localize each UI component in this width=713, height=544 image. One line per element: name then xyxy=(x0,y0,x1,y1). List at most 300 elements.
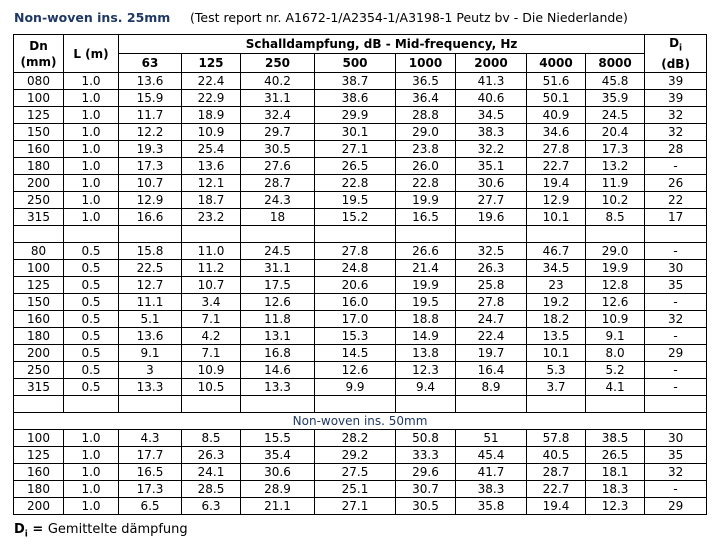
header-freq: 8000 xyxy=(586,54,645,73)
cell-dn: 180 xyxy=(14,328,64,345)
table-row xyxy=(14,430,707,447)
cell-value: 26.3 xyxy=(182,447,241,464)
cell-value: 51 xyxy=(456,430,527,447)
cell-length: 1.0 xyxy=(64,158,119,175)
cell-value: 5.2 xyxy=(586,362,645,379)
cell-dn: 315 xyxy=(14,379,64,396)
empty-cell xyxy=(645,396,707,413)
cell-value: 10.7 xyxy=(119,175,182,192)
cell-length: 1.0 xyxy=(64,498,119,515)
header-di-sub: i xyxy=(679,43,683,54)
cell-value: 45.8 xyxy=(586,73,645,90)
empty-cell xyxy=(645,226,707,243)
header-di xyxy=(645,35,707,73)
empty-cell xyxy=(241,226,315,243)
empty-cell xyxy=(241,396,315,413)
cell-value: 13.6 xyxy=(119,73,182,90)
cell-dn: 125 xyxy=(14,447,64,464)
cell-value: 4.3 xyxy=(119,430,182,447)
cell-value: 19.6 xyxy=(456,209,527,226)
cell-dn: 180 xyxy=(14,158,64,175)
cell-value: 17.3 xyxy=(586,141,645,158)
cell-dn: 160 xyxy=(14,141,64,158)
cell-value: 16.5 xyxy=(119,464,182,481)
cell-value: 6.3 xyxy=(182,498,241,515)
cell-di: 22 xyxy=(645,192,707,209)
header-row-top xyxy=(14,35,707,54)
cell-value: 24.8 xyxy=(315,260,396,277)
cell-value: 51.6 xyxy=(527,73,586,90)
cell-value: 13.8 xyxy=(396,345,456,362)
cell-dn: 100 xyxy=(14,90,64,107)
empty-cell xyxy=(315,226,396,243)
spacer-row xyxy=(14,396,707,413)
cell-di: - xyxy=(645,328,707,345)
cell-di: - xyxy=(645,294,707,311)
cell-value: 41.3 xyxy=(456,73,527,90)
cell-value: 22.8 xyxy=(315,175,396,192)
cell-value: 21.4 xyxy=(396,260,456,277)
empty-cell xyxy=(182,396,241,413)
cell-dn: 180 xyxy=(14,481,64,498)
empty-cell xyxy=(456,396,527,413)
cell-value: 9.9 xyxy=(315,379,396,396)
cell-di: 39 xyxy=(645,73,707,90)
cell-value: 10.5 xyxy=(182,379,241,396)
cell-di: - xyxy=(645,243,707,260)
cell-value: 7.1 xyxy=(182,345,241,362)
header-freq: 125 xyxy=(182,54,241,73)
cell-di: 30 xyxy=(645,430,707,447)
empty-cell xyxy=(182,226,241,243)
cell-dn: 080 xyxy=(14,73,64,90)
cell-di: 26 xyxy=(645,175,707,192)
empty-cell xyxy=(396,226,456,243)
empty-cell xyxy=(64,396,119,413)
table-row xyxy=(14,260,707,277)
empty-cell xyxy=(527,396,586,413)
header-length: L (m) xyxy=(64,35,119,73)
table-row xyxy=(14,141,707,158)
cell-value: 22.5 xyxy=(119,260,182,277)
cell-value: 22.7 xyxy=(527,158,586,175)
cell-value: 11.7 xyxy=(119,107,182,124)
table-row xyxy=(14,277,707,294)
table-row xyxy=(14,345,707,362)
header-dn-line1: Dn xyxy=(29,38,48,53)
cell-dn: 150 xyxy=(14,124,64,141)
cell-value: 26.5 xyxy=(315,158,396,175)
empty-cell xyxy=(14,396,64,413)
cell-dn: 80 xyxy=(14,243,64,260)
cell-value: 19.9 xyxy=(586,260,645,277)
table-row xyxy=(14,90,707,107)
cell-value: 28.8 xyxy=(396,107,456,124)
cell-value: 8.0 xyxy=(586,345,645,362)
cell-value: 12.1 xyxy=(182,175,241,192)
footnote-letter: D xyxy=(14,522,25,537)
cell-value: 12.3 xyxy=(396,362,456,379)
cell-value: 24.5 xyxy=(586,107,645,124)
cell-value: 18.1 xyxy=(586,464,645,481)
cell-value: 40.5 xyxy=(527,447,586,464)
cell-value: 9.1 xyxy=(586,328,645,345)
cell-value: 10.1 xyxy=(527,345,586,362)
cell-value: 29.6 xyxy=(396,464,456,481)
cell-value: 25.4 xyxy=(182,141,241,158)
cell-dn: 200 xyxy=(14,175,64,192)
cell-value: 19.3 xyxy=(119,141,182,158)
cell-value: 23.8 xyxy=(396,141,456,158)
cell-di: - xyxy=(645,379,707,396)
cell-value: 30.6 xyxy=(241,464,315,481)
table-row xyxy=(14,107,707,124)
table-body xyxy=(14,73,707,515)
cell-value: 24.3 xyxy=(241,192,315,209)
spacer-row xyxy=(14,226,707,243)
cell-length: 1.0 xyxy=(64,209,119,226)
cell-value: 27.8 xyxy=(456,294,527,311)
cell-value: 27.1 xyxy=(315,141,396,158)
cell-value: 12.6 xyxy=(241,294,315,311)
cell-value: 32.5 xyxy=(456,243,527,260)
cell-value: 18 xyxy=(241,209,315,226)
cell-value: 17.3 xyxy=(119,158,182,175)
cell-di: 29 xyxy=(645,498,707,515)
cell-value: 20.4 xyxy=(586,124,645,141)
table-title: Non-woven ins. 25mm xyxy=(14,10,171,25)
cell-value: 12.9 xyxy=(527,192,586,209)
header-freq: 4000 xyxy=(527,54,586,73)
cell-value: 41.7 xyxy=(456,464,527,481)
cell-length: 1.0 xyxy=(64,90,119,107)
cell-dn: 160 xyxy=(14,464,64,481)
cell-value: 20.6 xyxy=(315,277,396,294)
section-title-row xyxy=(14,413,707,430)
cell-length: 0.5 xyxy=(64,345,119,362)
table-row xyxy=(14,124,707,141)
cell-value: 14.6 xyxy=(241,362,315,379)
cell-value: 12.3 xyxy=(586,498,645,515)
empty-cell xyxy=(456,226,527,243)
cell-value: 27.7 xyxy=(456,192,527,209)
test-report-subtitle: (Test report nr. A1672-1/A2354-1/A3198-1 Peutz bv - Die Niederlande) xyxy=(190,10,628,25)
cell-value: 9.4 xyxy=(396,379,456,396)
table-row xyxy=(14,158,707,175)
table-row xyxy=(14,209,707,226)
cell-di: 39 xyxy=(645,90,707,107)
cell-value: 28.5 xyxy=(182,481,241,498)
cell-value: 30.5 xyxy=(396,498,456,515)
cell-di: 29 xyxy=(645,345,707,362)
empty-cell xyxy=(119,396,182,413)
cell-value: 16.6 xyxy=(119,209,182,226)
table-row xyxy=(14,73,707,90)
cell-dn: 250 xyxy=(14,362,64,379)
cell-value: 19.7 xyxy=(456,345,527,362)
cell-value: 29.2 xyxy=(315,447,396,464)
cell-value: 17.7 xyxy=(119,447,182,464)
cell-length: 0.5 xyxy=(64,311,119,328)
cell-value: 34.6 xyxy=(527,124,586,141)
cell-value: 38.7 xyxy=(315,73,396,90)
cell-value: 16.4 xyxy=(456,362,527,379)
cell-value: 5.1 xyxy=(119,311,182,328)
cell-value: 29.0 xyxy=(586,243,645,260)
cell-value: 15.3 xyxy=(315,328,396,345)
cell-value: 5.3 xyxy=(527,362,586,379)
empty-cell xyxy=(586,396,645,413)
cell-value: 19.4 xyxy=(527,498,586,515)
cell-length: 0.5 xyxy=(64,379,119,396)
empty-cell xyxy=(527,226,586,243)
table-row xyxy=(14,243,707,260)
cell-value: 12.8 xyxy=(586,277,645,294)
cell-value: 24.7 xyxy=(456,311,527,328)
table-row xyxy=(14,328,707,345)
cell-dn: 200 xyxy=(14,498,64,515)
cell-value: 17.5 xyxy=(241,277,315,294)
cell-value: 19.2 xyxy=(527,294,586,311)
cell-value: 35.1 xyxy=(456,158,527,175)
cell-value: 13.2 xyxy=(586,158,645,175)
cell-value: 35.9 xyxy=(586,90,645,107)
cell-value: 10.9 xyxy=(182,362,241,379)
cell-di: 35 xyxy=(645,277,707,294)
cell-dn: 150 xyxy=(14,294,64,311)
cell-value: 16.0 xyxy=(315,294,396,311)
cell-value: 28.7 xyxy=(527,464,586,481)
cell-value: 17.3 xyxy=(119,481,182,498)
cell-value: 22.4 xyxy=(456,328,527,345)
cell-value: 40.6 xyxy=(456,90,527,107)
cell-value: 10.1 xyxy=(527,209,586,226)
cell-length: 1.0 xyxy=(64,430,119,447)
cell-value: 14.5 xyxy=(315,345,396,362)
cell-value: 19.9 xyxy=(396,277,456,294)
cell-value: 19.5 xyxy=(396,294,456,311)
cell-value: 21.1 xyxy=(241,498,315,515)
cell-value: 11.2 xyxy=(182,260,241,277)
cell-value: 50.1 xyxy=(527,90,586,107)
cell-value: 24.5 xyxy=(241,243,315,260)
cell-value: 6.5 xyxy=(119,498,182,515)
cell-di: 32 xyxy=(645,124,707,141)
cell-value: 4.2 xyxy=(182,328,241,345)
table-title-row xyxy=(0,0,713,30)
header-freq: 2000 xyxy=(456,54,527,73)
empty-cell xyxy=(64,226,119,243)
cell-value: 18.8 xyxy=(396,311,456,328)
cell-value: 27.6 xyxy=(241,158,315,175)
header-dn xyxy=(14,35,64,73)
cell-dn: 100 xyxy=(14,430,64,447)
cell-value: 38.6 xyxy=(315,90,396,107)
cell-value: 11.8 xyxy=(241,311,315,328)
cell-di: - xyxy=(645,481,707,498)
cell-dn: 100 xyxy=(14,260,64,277)
cell-value: 10.2 xyxy=(586,192,645,209)
table-row xyxy=(14,464,707,481)
cell-value: 36.5 xyxy=(396,73,456,90)
cell-value: 12.6 xyxy=(586,294,645,311)
cell-dn: 315 xyxy=(14,209,64,226)
cell-value: 30.7 xyxy=(396,481,456,498)
cell-di: 30 xyxy=(645,260,707,277)
cell-value: 15.8 xyxy=(119,243,182,260)
cell-value: 33.3 xyxy=(396,447,456,464)
cell-value: 28.7 xyxy=(241,175,315,192)
header-di-line1 xyxy=(645,35,706,56)
table-row xyxy=(14,498,707,515)
cell-value: 31.1 xyxy=(241,260,315,277)
cell-value: 50.8 xyxy=(396,430,456,447)
cell-value: 27.8 xyxy=(527,141,586,158)
cell-value: 24.1 xyxy=(182,464,241,481)
cell-value: 28.2 xyxy=(315,430,396,447)
cell-value: 13.6 xyxy=(182,158,241,175)
cell-value: 30.1 xyxy=(315,124,396,141)
cell-length: 1.0 xyxy=(64,141,119,158)
cell-length: 1.0 xyxy=(64,124,119,141)
cell-value: 11.0 xyxy=(182,243,241,260)
header-frequency-group: Schalldampfung, dB - Mid-frequency, Hz xyxy=(119,35,645,54)
cell-length: 0.5 xyxy=(64,277,119,294)
cell-value: 35.8 xyxy=(456,498,527,515)
cell-value: 8.5 xyxy=(182,430,241,447)
footnote xyxy=(14,522,188,540)
cell-value: 15.5 xyxy=(241,430,315,447)
cell-value: 45.4 xyxy=(456,447,527,464)
cell-di: 17 xyxy=(645,209,707,226)
footnote-text: Gemittelte dämpfung xyxy=(47,522,188,537)
cell-value: 30.6 xyxy=(456,175,527,192)
cell-value: 23.2 xyxy=(182,209,241,226)
cell-value: 26.0 xyxy=(396,158,456,175)
cell-value: 36.4 xyxy=(396,90,456,107)
cell-value: 25.8 xyxy=(456,277,527,294)
empty-cell xyxy=(315,396,396,413)
cell-dn: 125 xyxy=(14,277,64,294)
cell-value: 26.3 xyxy=(456,260,527,277)
cell-value: 29.7 xyxy=(241,124,315,141)
cell-value: 16.5 xyxy=(396,209,456,226)
empty-cell xyxy=(14,226,64,243)
cell-value: 31.1 xyxy=(241,90,315,107)
cell-di: - xyxy=(645,362,707,379)
cell-value: 12.2 xyxy=(119,124,182,141)
cell-value: 38.3 xyxy=(456,124,527,141)
cell-length: 1.0 xyxy=(64,447,119,464)
cell-value: 22.4 xyxy=(182,73,241,90)
table-row xyxy=(14,362,707,379)
cell-di: 32 xyxy=(645,464,707,481)
header-freq: 1000 xyxy=(396,54,456,73)
cell-value: 57.8 xyxy=(527,430,586,447)
cell-value: 25.1 xyxy=(315,481,396,498)
cell-value: 17.0 xyxy=(315,311,396,328)
cell-value: 22.9 xyxy=(182,90,241,107)
cell-value: 18.3 xyxy=(586,481,645,498)
cell-value: 16.8 xyxy=(241,345,315,362)
cell-value: 40.2 xyxy=(241,73,315,90)
cell-value: 19.9 xyxy=(396,192,456,209)
cell-value: 26.6 xyxy=(396,243,456,260)
cell-length: 1.0 xyxy=(64,107,119,124)
cell-dn: 200 xyxy=(14,345,64,362)
cell-value: 10.9 xyxy=(586,311,645,328)
cell-length: 0.5 xyxy=(64,260,119,277)
header-freq: 500 xyxy=(315,54,396,73)
cell-value: 27.8 xyxy=(315,243,396,260)
cell-value: 38.3 xyxy=(456,481,527,498)
cell-value: 38.5 xyxy=(586,430,645,447)
cell-value: 14.9 xyxy=(396,328,456,345)
cell-value: 19.4 xyxy=(527,175,586,192)
cell-length: 1.0 xyxy=(64,464,119,481)
cell-value: 32.4 xyxy=(241,107,315,124)
table-row xyxy=(14,379,707,396)
cell-value: 18.7 xyxy=(182,192,241,209)
cell-value: 18.9 xyxy=(182,107,241,124)
table-row xyxy=(14,192,707,209)
cell-value: 19.5 xyxy=(315,192,396,209)
cell-length: 0.5 xyxy=(64,243,119,260)
cell-value: 11.9 xyxy=(586,175,645,192)
cell-value: 12.6 xyxy=(315,362,396,379)
cell-value: 26.5 xyxy=(586,447,645,464)
cell-di: 32 xyxy=(645,107,707,124)
cell-value: 18.2 xyxy=(527,311,586,328)
cell-value: 9.1 xyxy=(119,345,182,362)
cell-value: 13.3 xyxy=(241,379,315,396)
cell-di: 32 xyxy=(645,311,707,328)
cell-value: 22.8 xyxy=(396,175,456,192)
cell-value: 27.5 xyxy=(315,464,396,481)
cell-di: 35 xyxy=(645,447,707,464)
cell-value: 40.9 xyxy=(527,107,586,124)
header-freq: 250 xyxy=(241,54,315,73)
cell-value: 46.7 xyxy=(527,243,586,260)
cell-value: 22.7 xyxy=(527,481,586,498)
header-di-letter: D xyxy=(669,36,680,50)
table-row xyxy=(14,311,707,328)
attenuation-table xyxy=(13,34,707,515)
table-row xyxy=(14,447,707,464)
cell-value: 23 xyxy=(527,277,586,294)
cell-value: 35.4 xyxy=(241,447,315,464)
cell-value: 28.9 xyxy=(241,481,315,498)
empty-cell xyxy=(119,226,182,243)
cell-length: 1.0 xyxy=(64,175,119,192)
cell-value: 13.6 xyxy=(119,328,182,345)
cell-value: 12.7 xyxy=(119,277,182,294)
cell-value: 10.7 xyxy=(182,277,241,294)
cell-value: 27.1 xyxy=(315,498,396,515)
cell-value: 30.5 xyxy=(241,141,315,158)
cell-value: 7.1 xyxy=(182,311,241,328)
cell-value: 8.5 xyxy=(586,209,645,226)
cell-value: 13.3 xyxy=(119,379,182,396)
header-di-line2: (dB) xyxy=(661,57,690,72)
header-freq: 63 xyxy=(119,54,182,73)
cell-length: 1.0 xyxy=(64,73,119,90)
cell-dn: 125 xyxy=(14,107,64,124)
table-row xyxy=(14,294,707,311)
cell-value: 13.1 xyxy=(241,328,315,345)
cell-length: 0.5 xyxy=(64,362,119,379)
cell-value: 8.9 xyxy=(456,379,527,396)
